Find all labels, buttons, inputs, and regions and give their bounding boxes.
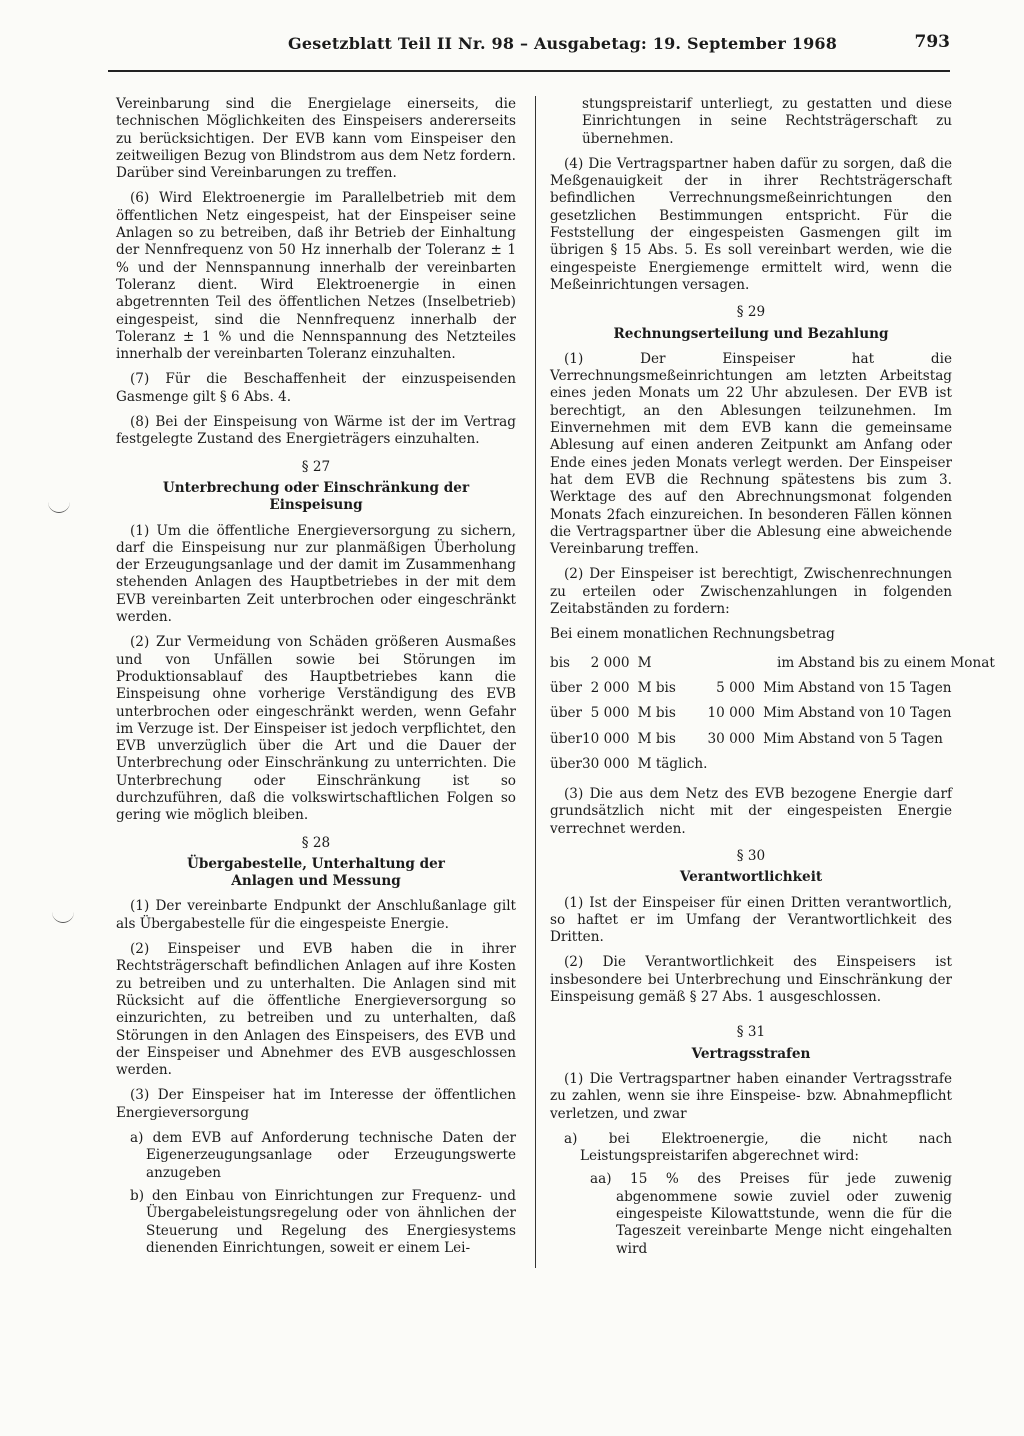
paragraph: (2) Einspeiser und EVB haben die in ihrer Rechtsträgerschaft befindlichen Anlagen auf ihre Kosten zu betreiben und zu unterhalten. Die Anlagen sind mit Rücksicht auf die öffentliche Energieversorgung so einzurichten, zu betreiben und zu unterhalten, daß Störungen in den Anlagen des Einspeisers, des EVB und der Einspeiser und Abnehmer des EVB ausgeschlossen werden. xyxy=(116,941,516,1079)
table-cell: M xyxy=(763,705,777,722)
table-row xyxy=(550,652,995,677)
table-cell: im Abstand von 10 Tagen xyxy=(776,705,952,722)
section-number: § 31 xyxy=(736,1024,766,1041)
paragraph: (8) Bei der Einspeisung von Wärme ist der im Vertrag festgelegte Zustand des Energieträgers einzuhalten. xyxy=(116,414,516,448)
table-cell xyxy=(707,652,763,677)
table-intro: Bei einem monatlichen Rechnungsbetrag xyxy=(550,626,835,643)
table-cell: über xyxy=(550,755,582,772)
section-number: § 28 xyxy=(301,834,331,851)
section-number: § 27 xyxy=(301,458,331,475)
table-cell: M bis xyxy=(637,730,676,747)
paragraph: (1) Der vereinbarte Endpunkt der Anschlußanlage gilt als Übergabestelle für die eingespeiste Energie. xyxy=(116,898,516,932)
table-cell: M bis xyxy=(637,705,676,722)
paragraph: (2) Der Einspeiser ist berechtigt, Zwischenrechnungen zu erteilen oder Zwischenzahlungen in folgenden Zeitabständen zu fordern: xyxy=(550,566,952,618)
table-cell xyxy=(707,753,763,778)
table-cell: 30 000 xyxy=(582,755,630,772)
sub-list-item: aa) 15 % des Preises für jede zuwenig abgenommene sowie zuviel oder zuwenig eingespeiste Kilowattstunde, wenn die für die Tageszeit vereinbarte Menge nicht eingehalten wird xyxy=(590,1171,952,1257)
list-item: a) bei Elektroenergie, die nicht nach Leistungspreistarifen abgerechnet wird: xyxy=(564,1130,952,1165)
table-cell: 5 000 xyxy=(590,705,630,722)
table-cell xyxy=(763,652,777,677)
paragraph: stungspreistarif unterliegt, zu gestatten und diese Einrichtungen in seine Rechtsträgerschaft zu übernehmen. xyxy=(582,96,952,147)
table-cell: 5 000 xyxy=(716,679,756,696)
table-cell: M bis xyxy=(637,679,676,696)
margin-mark xyxy=(48,502,70,513)
section-heading: Unterbrechung oder Einschränkung der Einspeisung xyxy=(162,479,470,514)
table-row xyxy=(550,753,995,778)
paragraph: (2) Die Verantwortlichkeit des Einspeisers ist insbesondere bei Unterbrechung und Einschränkung der Einspeisung gemäß § 27 Abs. 1 ausgeschlossen. xyxy=(550,954,952,1006)
publication-title: Gesetzblatt Teil II Nr. 98 – Ausgabetag: 19. September 1968 xyxy=(288,34,838,53)
paragraph: (6) Wird Elektroenergie im Parallelbetrieb mit dem öffentlichen Netz eingespeist, hat der Einspeiser seine Anlagen so zu betreiben, daß ihr Betrieb der Einhaltung der Nennfrequenz von 50 Hz innerhalb der Toleranz ± 1 % und der Nennspannung innerhalb der vereinbarten Toleranz dient. Wird Elektroenergie in einen abgetrennten Teil des öffentlichen Netzes (Inselbetrieb) eingespeist, sind die Nennfrequenz innerhalb der Toleranz ± 1 % und die Nennspannung des Netzteiles innerhalb der vereinbarten Toleranz einzuhalten. xyxy=(116,190,516,363)
paragraph: (3) Der Einspeiser hat im Interesse der öffentlichen Energieversorgung xyxy=(116,1087,516,1121)
page-number: 793 xyxy=(914,32,950,52)
paragraph: Vereinbarung sind die Energielage einerseits, die technischen Möglichkeiten des Einspeisers andererseits zu berücksichtigen. Der EVB kann vom Einspeiser den zeitweiligen Bezug von Blindstrom aus dem Netz fordern. Darüber sind Vereinbarungen zu treffen. xyxy=(116,96,516,182)
table-cell: 10 000 xyxy=(582,730,630,747)
table-cell: M xyxy=(763,730,777,747)
section-heading: Vertragsstrafen xyxy=(691,1045,811,1062)
paragraph: (1) Die Vertragspartner haben einander Vertragsstrafe zu zahlen, wenn sie ihre Einspeise- bzw. Abnahmepflicht verletzen, und zwar xyxy=(550,1070,952,1122)
table-cell: 2 000 xyxy=(590,679,630,696)
table-cell: über xyxy=(550,679,582,696)
section-number: § 29 xyxy=(736,304,766,321)
paragraph: (1) Ist der Einspeiser für einen Dritten verantwortlich, so haftet er im Umfang der Verantwortlichkeit des Dritten. xyxy=(550,894,952,946)
margin-mark xyxy=(52,912,74,923)
table-row xyxy=(550,702,995,727)
table-cell: bis xyxy=(550,654,571,671)
billing-interval-table xyxy=(550,652,995,778)
table-cell: M xyxy=(763,679,777,696)
paragraph: (1) Der Einspeiser hat die Verrechnungsmeßeinrichtungen am letzten Arbeitstag eines jeden Monats um 22 Uhr abzulesen. Der EVB ist berechtigt, an den Ablesungen teilzunehmen. Im Einvernehmen mit dem EVB kann die gemeinsame Ablesung auf einen anderen Zeitpunkt am Anfang oder Ende eines jeden Monats verlegt werden. Der Einspeiser hat dem EVB die Rechnung spätestens bis zum 3. Werktage des auf den Abrechnungsmonat folgenden Monats 2fach einzureichen. In besonderen Fällen können die Vertragspartner über die Ablesung eine abweichende Vereinbarung treffen. xyxy=(550,350,952,558)
table-cell: 30 000 xyxy=(707,730,756,747)
paragraph: (7) Für die Beschaffenheit der einzuspeisenden Gasmenge gilt § 6 Abs. 4. xyxy=(116,371,516,405)
table-cell: 2 000 xyxy=(590,654,630,671)
table-cell: M xyxy=(637,654,652,671)
table-cell: im Abstand bis zu einem Monat xyxy=(776,654,995,671)
paragraph: (3) Die aus dem Netz des EVB bezogene Energie darf grundsätzlich nicht mit der eingespeisten Energie verrechnet werden. xyxy=(550,786,952,837)
table-row xyxy=(550,728,995,753)
table-cell xyxy=(763,753,777,778)
paragraph: (1) Um die öffentliche Energieversorgung zu sichern, darf die Einspeisung nur zur planmäßigen Überholung der Erzeugungsanlage und der damit im Zusammenhang stehenden Anlagen des Hauptbetriebes in der mit dem EVB vereinbarten Zeit unterbrochen oder eingeschränkt werden. xyxy=(116,522,516,626)
column-divider xyxy=(535,96,536,1268)
table-cell: über xyxy=(550,705,582,722)
table-cell: im Abstand von 5 Tagen xyxy=(776,730,943,747)
table-row xyxy=(550,677,995,702)
left-column xyxy=(116,96,516,1263)
right-column xyxy=(550,96,995,1264)
section-heading: Rechnungserteilung und Bezahlung xyxy=(613,325,889,342)
table-cell: im Abstand von 15 Tagen xyxy=(776,679,952,696)
paragraph: (2) Zur Vermeidung von Schäden größeren Ausmaßes und von Unfällen sowie bei Störungen im Produktionsablauf des Hauptbetriebes kann die Einspeisung ohne vorherige Verständigung des EVB unterbrochen oder eingeschränkt werden, wenn Gefahr im Verzuge ist. Der Einspeiser ist jedoch verpflichtet, den EVB unverzüglich über die Art und die Dauer der Unterbrechung oder Einschränkung zu unterrichten. Die Unterbrechung oder Einschränkung ist so durchzuführen, daß die volkswirtschaftlichen Folgen so gering wie möglich bleiben. xyxy=(116,634,516,824)
section-number: § 30 xyxy=(736,847,766,864)
table-cell: M täglich. xyxy=(637,755,708,772)
table-cell: über xyxy=(550,730,582,747)
list-item: a) dem EVB auf Anforderung technische Daten der Eigenerzeugungsanlage oder Erzeugungswerte anzugeben xyxy=(130,1130,516,1181)
paragraph: (4) Die Vertragspartner haben dafür zu sorgen, daß die Meßgenauigkeit der in ihrer Rechtsträgerschaft befindlichen Verrechnungsmeßeinrichtungen den gesetzlichen Bestimmungen entspricht. Für die Feststellung der eingespeisten Gasmengen gilt im übrigen § 15 Abs. 5. Es soll vereinbart werden, wie die eingespeiste Energiemenge ermittelt wird, wenn die Meßeinrichtungen versagen. xyxy=(550,155,952,293)
list-item: b) den Einbau von Einrichtungen zur Frequenz- und Übergabeleistungsregelung oder von ähnlichen der Steuerung und Regelung des Energiesystems dienenden Einrichtungen, soweit er einem Lei- xyxy=(130,1187,516,1256)
section-heading: Verantwortlichkeit xyxy=(679,869,823,886)
page-header xyxy=(108,30,950,72)
table-cell: 10 000 xyxy=(707,705,756,722)
table-cell xyxy=(777,753,995,778)
section-heading: Übergabestelle, Unterhaltung der Anlagen und Messung xyxy=(187,855,445,890)
